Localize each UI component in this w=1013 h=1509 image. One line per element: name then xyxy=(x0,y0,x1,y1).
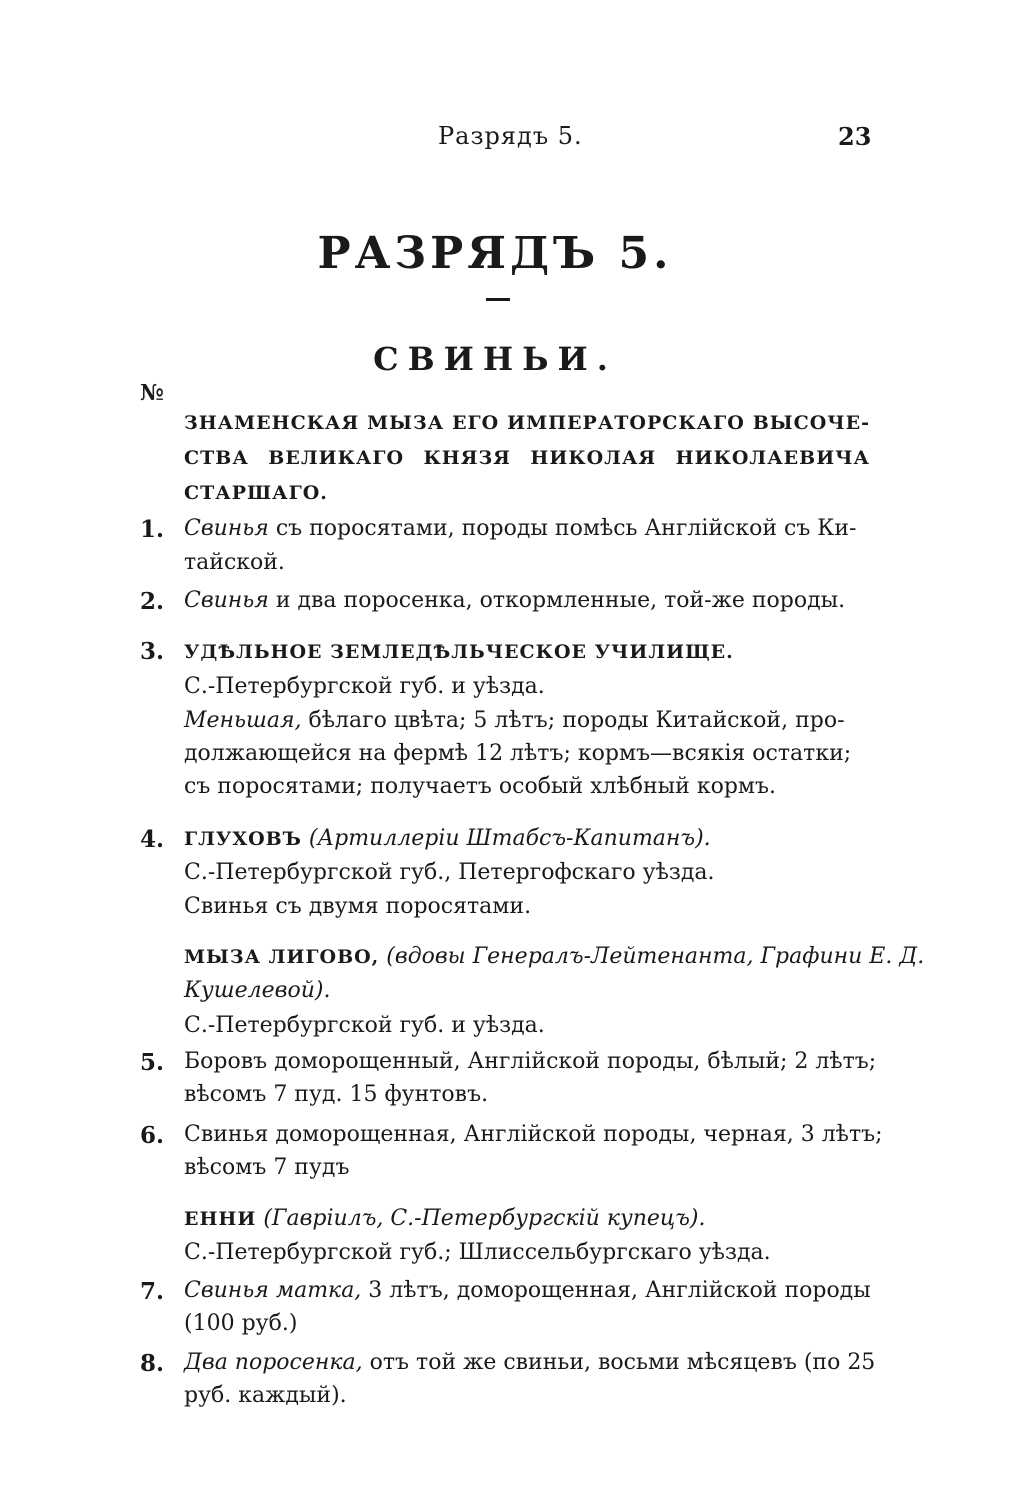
item-number-8: 8. xyxy=(140,1350,165,1377)
item-3-text: бѣлаго цвѣта; 5 лѣтъ; породы Китайской, про- xyxy=(301,708,845,733)
item-number-2: 2. xyxy=(140,588,165,615)
item-number-3: 3. xyxy=(140,638,165,665)
owner-ligovo-line2: Кушелевой). xyxy=(184,978,331,1003)
item-6-line2: вѣсомъ 7 пудъ xyxy=(184,1155,350,1180)
item-7-line1 xyxy=(184,1278,871,1303)
item-4-location: С.-Петербургской губ., Петергофскаго уѣзда. xyxy=(184,860,715,885)
item-1-name: Свинья xyxy=(184,516,269,541)
number-column-heading: № xyxy=(140,380,164,406)
owner-enni-title: (Гавріилъ, С.-Петербургскій купецъ). xyxy=(256,1206,706,1231)
item-4-owner: ГЛУХОВЪ xyxy=(184,828,302,850)
item-2-text: и два поросенка, откормленные, той-же породы. xyxy=(268,588,846,613)
item-number-5: 5. xyxy=(140,1049,165,1076)
item-3-desc-line1 xyxy=(184,708,845,733)
item-7-name: Свинья матка, xyxy=(184,1278,362,1303)
owner-enni: ЕННИ xyxy=(184,1208,257,1230)
owner-ligovo-title: (вдовы Генералъ-Лейтенанта, Графини Е. Д. xyxy=(379,944,925,969)
owner-enni-line1 xyxy=(184,1206,706,1231)
item-7-line2: (100 руб.) xyxy=(184,1311,298,1336)
owner-znamenskaya-line1: ЗНАМЕНСКАЯ МЫЗА ЕГО ИМПЕРАТОРСКАГО ВЫСОЧЕ- xyxy=(184,412,870,434)
page-number: 23 xyxy=(838,122,872,151)
owner-ligovo: МЫЗА ЛИГОВО, xyxy=(184,946,380,968)
item-3-name: Меньшая, xyxy=(184,708,302,733)
item-number-4: 4. xyxy=(140,826,165,853)
item-number-6: 6. xyxy=(140,1122,165,1149)
owner-ligovo-line1 xyxy=(184,944,924,969)
item-number-1: 1. xyxy=(140,516,165,543)
item-3-desc-line2: должающейся на фермѣ 12 лѣтъ; кормъ—всякія остатки; xyxy=(184,741,852,766)
item-6-line1: Свинья доморощенная, Англійской породы, черная, 3 лѣтъ; xyxy=(184,1122,883,1147)
item-3-location: С.-Петербургской губ. и уѣзда. xyxy=(184,674,545,699)
owner-znamenskaya-line3: СТАРШАГО. xyxy=(184,482,328,504)
item-8-text: отъ той же свиньи, восьми мѣсяцевъ (по 25 xyxy=(362,1350,876,1375)
item-3-desc-line3: съ поросятами; получаетъ особый хлѣбный кормъ. xyxy=(184,774,777,799)
owner-enni-location: С.-Петербургской губ.; Шлиссельбургскаго уѣзда. xyxy=(184,1240,771,1265)
item-5-line2: вѣсомъ 7 пуд. 15 фунтовъ. xyxy=(184,1082,489,1107)
owner-znamenskaya-line2: СТВА ВЕЛИКАГО КНЯЗЯ НИКОЛАЯ НИКОЛАЕВИЧА xyxy=(184,447,870,469)
item-1-line1 xyxy=(184,516,856,541)
item-1-text: съ поросятами, породы помѣсь Англійской съ Ки- xyxy=(268,516,857,541)
item-4-owner-line xyxy=(184,826,711,851)
item-number-7: 7. xyxy=(140,1278,165,1305)
item-2-name: Свинья xyxy=(184,588,269,613)
item-7-text: 3 лѣтъ, доморощенная, Англійской породы xyxy=(361,1278,871,1303)
item-8-line1 xyxy=(184,1350,875,1375)
item-3-owner: УДѢЛЬНОЕ ЗЕМЛЕДѢЛЬЧЕСКОЕ УЧИЛИЩЕ. xyxy=(184,641,734,663)
running-head: Разрядъ 5. xyxy=(438,122,583,150)
section-subtitle: СВИНЬИ. xyxy=(373,340,617,378)
item-8-line2: руб. каждый). xyxy=(184,1383,347,1408)
title-divider xyxy=(486,298,510,301)
item-1-line2: тайской. xyxy=(184,550,285,575)
owner-ligovo-location: С.-Петербургской губ. и уѣзда. xyxy=(184,1013,545,1038)
item-8-name: Два поросенка, xyxy=(184,1350,363,1375)
item-2-line1 xyxy=(184,588,845,613)
item-5-line1: Боровъ доморощенный, Англійской породы, бѣлый; 2 лѣтъ; xyxy=(184,1049,877,1074)
item-4-owner-title: (Артиллеріи Штабсъ-Капитанъ). xyxy=(301,826,711,851)
section-title: РАЗРЯДЪ 5. xyxy=(317,228,673,279)
item-4-desc: Свинья съ двумя поросятами. xyxy=(184,894,532,919)
